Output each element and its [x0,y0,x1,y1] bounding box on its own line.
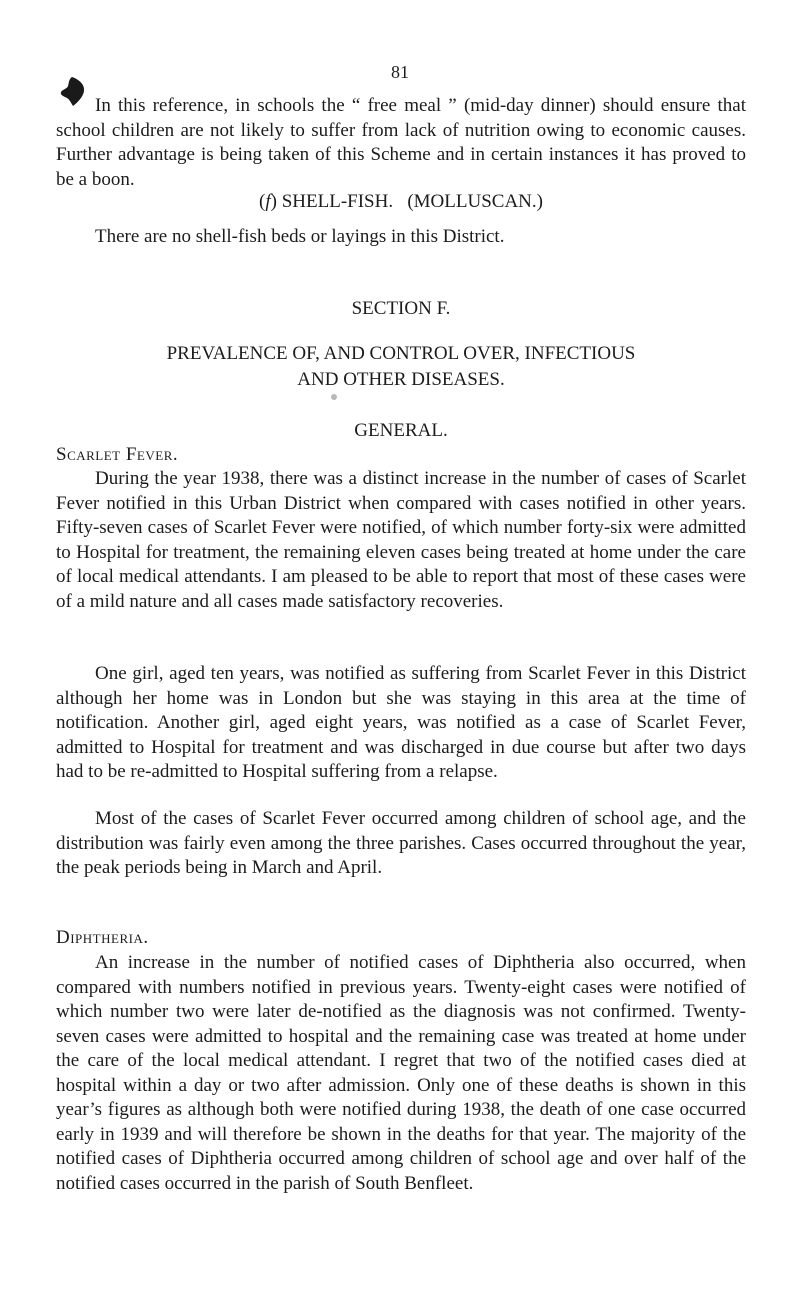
scarlet-fever-heading: Scarlet Fever. [56,444,179,465]
diphtheria-heading: Diphtheria. [56,927,149,948]
ink-speck [331,394,337,400]
scarlet-fever-paragraph-3: Most of the cases of Scarlet Fever occurred among children of school age, and the distribution was fairly even among the three parishes. Cases occurred throughout the year, the peak periods being in March and April. [56,808,746,878]
section-label: SECTION F. [351,298,451,319]
shellfish-heading: (f) SHELL-FISH. (MOLLUSCAN.) [259,191,543,212]
page-number: 81 [391,62,409,82]
diphtheria-paragraph: An increase in the number of notified cases of Diphtheria also occurred, when compared with numbers notified in previous years. Twenty-eight cases were notified of which number two were later de-notified as the diagnosis was not confirmed. Twenty-seven cases were admitted to hospital and the remaining case was treated at home under the care of the local medical attendant. I regret that two of the notified cases died at hospital within a day or two after admission. Only one of these deaths is shown in this year’s figures as although both were notified during 1938, the death of one case occurred early in 1939 and will therefore be shown in the deaths for that year. The majority of the notified cases of Diphtheria occurred among children of school age and over half of the notified cases occurred in the parish of South Benfleet. [56,952,746,1194]
section-title [56,341,746,393]
section-title-line1: PREVALENCE OF, AND CONTROL OVER, INFECTIOUS [166,343,636,364]
scarlet-fever-paragraph-2: One girl, aged ten years, was notified as suffering from Scarlet Fever in this District although her home was in London but she was staying in this area at the time of notification. Another girl, aged eight years, was notified as a case of Scarlet Fever, admitted to Hospital for treatment and was discharged in due course but after two days had to be re-admitted to Hospital suffering from a relapse. [56,663,746,782]
shellfish-text: There are no shell-fish beds or layings in this District. [95,226,505,247]
intro-paragraph: In this reference, in schools the “ free meal ” (mid-day dinner) should ensure that school children are not likely to suffer from lack of nutrition owing to economic causes. Further advantage is being taken of this Scheme and in certain instances it has proved to be a boon. [56,95,746,190]
section-title-line2: AND OTHER DISEASES. [297,369,505,390]
scarlet-fever-paragraph-1: During the year 1938, there was a distinct increase in the number of cases of Scarlet Fever notified in this Urban District when compared with cases notified in other years. Fifty-seven cases of Scarlet Fever were notified, of which number forty-six were admitted to Hospital for treatment, the remaining eleven cases being treated at home under the care of local medical attendants. I am pleased to be able to report that most of these cases were of a mild nature and all cases made satisfactory recoveries. [56,468,746,612]
general-heading: GENERAL. [354,420,448,441]
